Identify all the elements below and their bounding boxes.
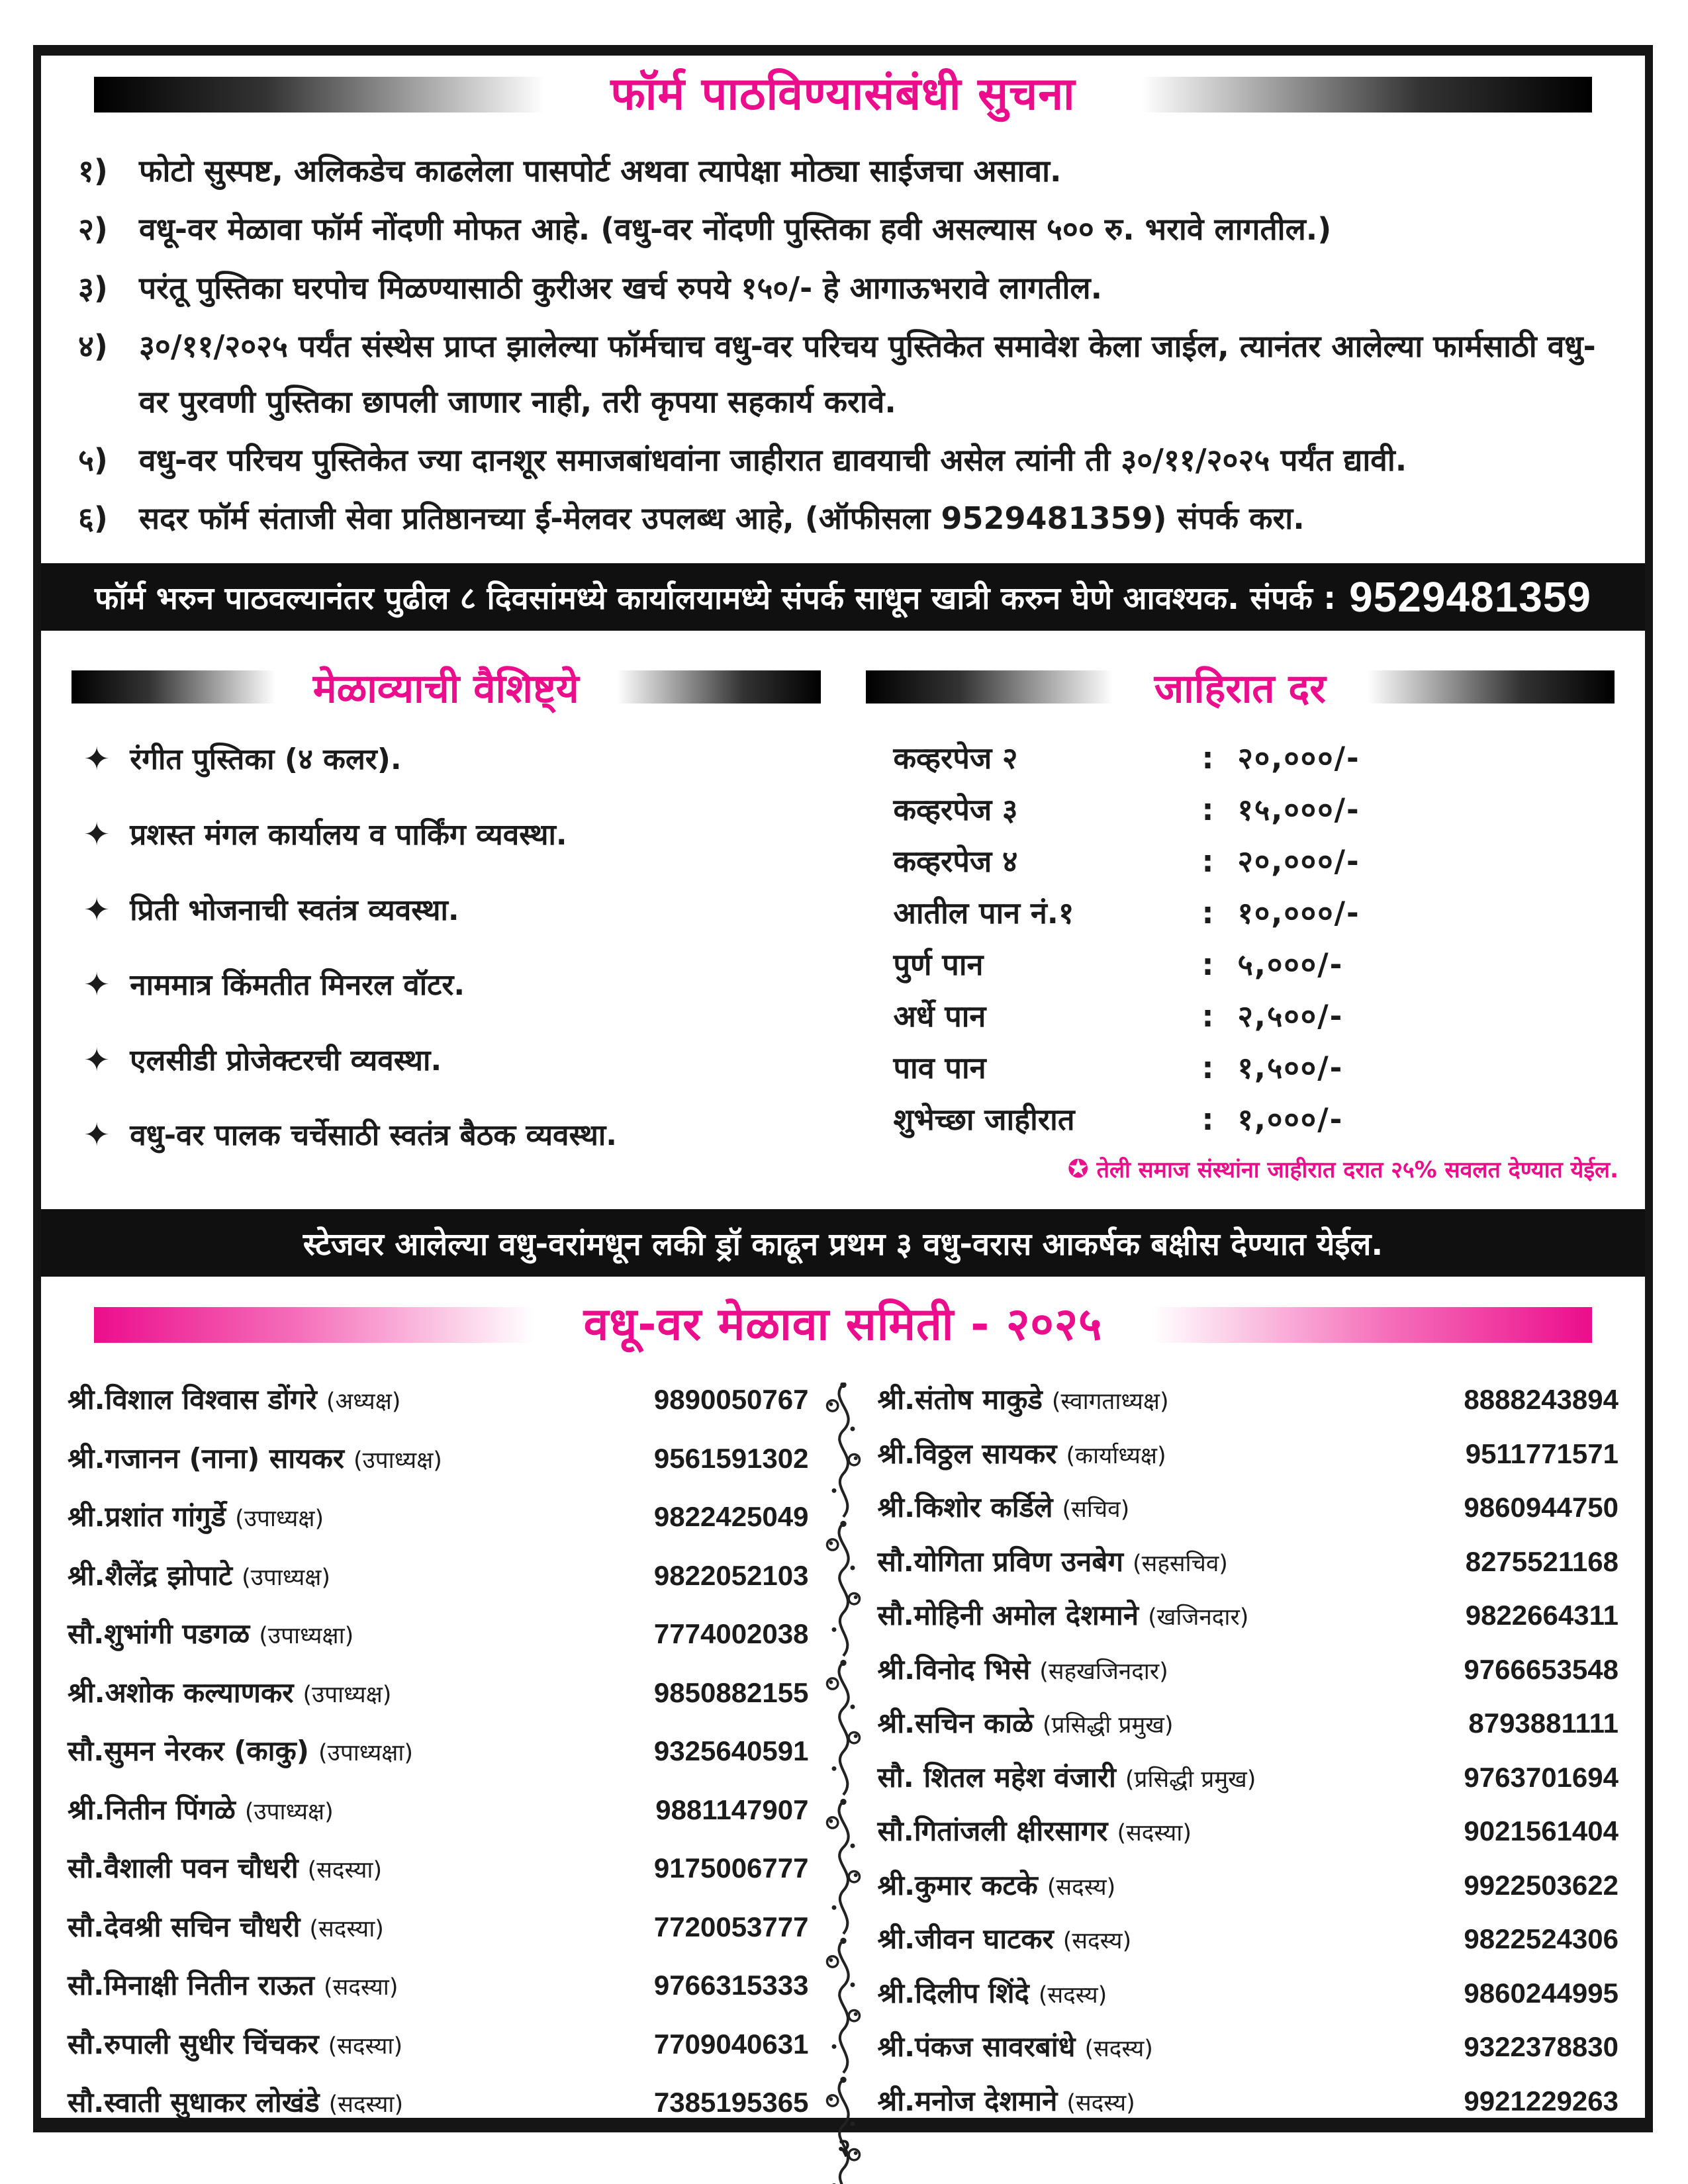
member-phone: 9881147907 <box>655 1794 809 1825</box>
member-role: (उपाध्यक्ष) <box>244 1798 334 1825</box>
member-phone: 9561591302 <box>653 1442 809 1474</box>
feature-text: वधु-वर पालक चर्चेसाठी स्वतंत्र बैठक व्यवस्था. <box>130 1118 617 1153</box>
member-role: (खजिनदार) <box>1148 1604 1249 1631</box>
member-role: (उपाध्यक्ष) <box>353 1447 442 1474</box>
member-name: श्री.कुमार कटके <box>877 1868 1038 1901</box>
member-name: श्री.सचिन काळे <box>877 1707 1033 1740</box>
rate-row <box>894 947 1619 983</box>
form-notes-title: फॉर्म पाठविण्यासंबंधी सुचना <box>610 68 1076 120</box>
member-role: (सहखजिनदार) <box>1039 1658 1168 1685</box>
member-phone: 9175006777 <box>653 1852 809 1884</box>
rate-separator: : <box>1201 1102 1214 1138</box>
note-item <box>75 318 1615 430</box>
member-phone: 9860244995 <box>1464 1977 1618 2009</box>
member-phone: 9822524306 <box>1464 1923 1618 1955</box>
gradient-bar-left <box>71 670 293 704</box>
committee-member-row <box>878 1706 1619 1741</box>
member-name: श्री.नितीन पिंगळे <box>68 1793 236 1826</box>
member-phone: 9763701694 <box>1464 1761 1618 1793</box>
features-title: मेळाव्याची वैशिष्ट्ये <box>312 666 579 713</box>
feature-item <box>83 741 825 779</box>
gradient-bar-right <box>1102 77 1592 113</box>
note-text: फोटो सुस्पष्ट, अलिकडेच काढलेला पासपोर्ट अथवा त्यापेक्षा मोठ्या साईजचा असावा. <box>139 153 1062 189</box>
rate-separator: : <box>1201 844 1214 880</box>
member-name: श्री.प्रशांत गांगुर्डे <box>68 1500 226 1533</box>
feature-item <box>83 891 825 930</box>
feature-item <box>83 966 825 1005</box>
rate-label: कव्हरपेज २ <box>893 741 1018 776</box>
committee-member-row <box>878 1383 1619 1418</box>
committee-right-column <box>878 1383 1619 2184</box>
star-bullet-icon: ✦ <box>83 1041 111 1079</box>
committee-member-row <box>878 2084 1619 2119</box>
contact-confirmation-banner <box>41 563 1645 631</box>
member-role: (उपाध्यक्षा) <box>318 1740 414 1767</box>
member-phone: 7385195365 <box>653 2087 809 2118</box>
member-name: श्री.शैलेंद्र झोपाटे <box>68 1559 233 1592</box>
member-phone: 9822664311 <box>1465 1600 1618 1631</box>
member-role: (प्रसिद्धी प्रमुख) <box>1125 1766 1256 1793</box>
note-item <box>75 490 1615 546</box>
member-role: (अध्यक्ष) <box>326 1388 401 1416</box>
rate-label: कव्हरपेज ४ <box>893 844 1018 880</box>
star-circle-icon: ✪ <box>1067 1154 1089 1184</box>
vine-divider-ornament <box>816 1383 871 2184</box>
rate-value: १,०००/- <box>1237 1102 1344 1138</box>
gradient-bar-right <box>599 670 821 704</box>
committee-member-row <box>878 1545 1619 1580</box>
features-heading <box>71 660 821 714</box>
page-number: २ <box>837 2133 851 2162</box>
star-bullet-icon: ✦ <box>83 815 111 853</box>
member-phone: 7720053777 <box>653 1911 809 1942</box>
rate-row <box>894 844 1619 880</box>
member-name: सौ. शितल महेश वंजारी <box>877 1760 1116 1794</box>
member-name: श्री.विशाल विश्वास डोंगरे <box>68 1383 317 1416</box>
rate-value: ५,०००/- <box>1237 947 1344 983</box>
committee-section <box>68 1383 1618 2184</box>
feature-text: प्रशस्त मंगल कार्यालय व पार्किंग व्यवस्था. <box>130 817 567 852</box>
note-number: ६) <box>78 500 108 537</box>
note-text: वधु-वर परिचय पुस्तिकेत ज्या दानशूर समाजबांधवांना जाहीरात द्यावयाची असेल त्यांनी ती ३०/११/२०२५ पर्यंत द्यावी. <box>139 442 1407 478</box>
notes-list <box>75 143 1615 546</box>
committee-member-row <box>878 1976 1619 2011</box>
rate-separator: : <box>1201 895 1214 931</box>
committee-heading <box>94 1299 1592 1351</box>
member-name: सौ.गितांजली क्षीरसागर <box>877 1815 1108 1848</box>
committee-member-row <box>878 1922 1619 1957</box>
rate-row <box>894 1102 1619 1138</box>
ad-rates-title: जाहिरात दर <box>1154 666 1326 713</box>
member-role: (सदस्या) <box>323 1974 399 2001</box>
contact-banner-phone: 9529481359 <box>1349 573 1591 621</box>
note-number: १) <box>78 153 108 189</box>
committee-member-row <box>68 1793 809 1828</box>
rate-separator: : <box>1201 999 1214 1034</box>
committee-member-row <box>878 1437 1619 1472</box>
member-name: सौ.शुभांगी पडगळ <box>68 1617 250 1651</box>
note-item <box>75 143 1615 199</box>
member-role: (सहसचिव) <box>1133 1550 1228 1577</box>
member-name: सौ.मोहिनी अमोल देशमाने <box>877 1599 1139 1632</box>
ad-rates-column <box>862 660 1619 1184</box>
member-role: (स्वागताध्यक्ष) <box>1051 1388 1169 1416</box>
rate-value: २०,०००/- <box>1237 844 1360 880</box>
committee-member-row <box>68 1734 809 1769</box>
member-role: (उपाध्यक्ष) <box>303 1681 392 1708</box>
member-phone: 9850882155 <box>653 1676 809 1708</box>
member-name: श्री.विनोद भिसे <box>877 1653 1031 1686</box>
member-phone: 8275521168 <box>1465 1545 1618 1577</box>
gradient-bar-left <box>866 670 1135 704</box>
member-phone: 9511771571 <box>1465 1437 1618 1469</box>
rate-label: शुभेच्छा जाहीरात <box>893 1102 1075 1138</box>
member-name: श्री.जीवन घाटकर <box>877 1923 1054 1956</box>
rate-row <box>894 741 1619 776</box>
feature-text: नाममात्र किंमतीत मिनरल वॉटर. <box>130 968 465 1003</box>
note-text: ३०/११/२०२५ पर्यंत संस्थेस प्राप्त झालेल्या फॉर्मचाच वधु-वर परिचय पुस्तिकेत समावेश केला जाईल, त्यानंतर आलेल्या फार्मसाठी वधु-वर पुरवणी पुस्तिका छापली जाणार नाही, तरी कृपया सहकार्य करावे. <box>139 328 1596 420</box>
committee-member-row <box>878 1490 1619 1525</box>
lucky-draw-banner <box>41 1209 1645 1277</box>
committee-member-row <box>878 1868 1619 1903</box>
note-number: २) <box>78 211 108 248</box>
member-phone: 9922503622 <box>1464 1869 1618 1901</box>
rate-label: पुर्ण पान <box>893 947 984 983</box>
member-phone: 9822425049 <box>653 1501 809 1533</box>
member-phone: 9322378830 <box>1464 2031 1618 2063</box>
member-name: सौ.सुमन नेरकर (काकु) <box>68 1735 309 1768</box>
member-role: (सदस्या) <box>328 2032 403 2060</box>
ad-rates-heading <box>866 660 1615 714</box>
member-name: सौ.देवश्री सचिन चौधरी <box>68 1910 301 1943</box>
rate-value: १५,०००/- <box>1237 792 1360 828</box>
rate-row <box>894 999 1619 1034</box>
rate-label: पाव पान <box>893 1050 986 1086</box>
committee-member-row <box>68 1441 809 1477</box>
member-phone: 9766653548 <box>1464 1653 1618 1685</box>
member-role: (सदस्या) <box>1117 1820 1192 1847</box>
rate-label: आतील पान नं.१ <box>893 895 1074 931</box>
committee-member-row <box>878 1760 1619 1796</box>
member-name: सौ.योगिता प्रविण उनबेग <box>877 1545 1123 1578</box>
member-role: (प्रसिद्धी प्रमुख) <box>1043 1712 1174 1739</box>
lucky-draw-banner-text: स्टेजवर आलेल्या वधु-वरांमधून लकी ड्रॉ काढून प्रथम ३ वधु-वरास आकर्षक बक्षीस देण्यात येईल. <box>303 1226 1383 1263</box>
committee-member-row <box>68 1968 809 2003</box>
committee-member-row <box>878 1598 1619 1633</box>
committee-member-row <box>68 1559 809 1594</box>
committee-member-row <box>68 1617 809 1652</box>
member-role: (सचिव) <box>1062 1496 1130 1524</box>
member-role: (सदस्य) <box>1038 1981 1107 2009</box>
member-name: श्री.गजानन (नाना) सायकर <box>68 1441 344 1475</box>
star-bullet-icon: ✦ <box>83 966 111 1004</box>
rate-separator: : <box>1201 792 1214 828</box>
member-phone: 7774002038 <box>653 1618 809 1650</box>
member-name: सौ.वैशाली पवन चौधरी <box>68 1852 299 1885</box>
member-phone: 7709040631 <box>653 2028 809 2060</box>
note-number: ४) <box>78 328 108 364</box>
note-text: सदर फॉर्म संताजी सेवा प्रतिष्ठानच्या ई-मेलवर उपलब्ध आहे, (ऑफीसला 9529481359) संपर्क करा. <box>139 500 1305 537</box>
pink-gradient-bar-left <box>94 1307 557 1343</box>
page-border-frame <box>33 45 1653 2132</box>
feature-item <box>83 1116 825 1155</box>
member-name: सौ.मिनाक्षी नितीन राऊत <box>68 1969 314 2002</box>
member-name: श्री.विठ्ठल सायकर <box>877 1437 1057 1470</box>
form-notes-heading <box>94 69 1592 120</box>
note-item <box>75 432 1615 488</box>
member-role: (सदस्या) <box>328 2091 404 2118</box>
committee-member-row <box>68 1851 809 1886</box>
committee-member-row <box>878 1814 1619 1849</box>
committee-left-column <box>68 1383 809 2184</box>
member-phone: 9860944750 <box>1464 1492 1618 1524</box>
feature-text: रंगीत पुस्तिका (४ कलर). <box>130 743 402 777</box>
member-phone: 9021561404 <box>1464 1815 1618 1847</box>
member-name: श्री.पंकज सावरबांधे <box>877 2030 1076 2064</box>
note-text: परंतू पुस्तिका घरपोच मिळण्यासाठी कुरीअर खर्च रुपये १५०/- हे आगाऊभरावे लागतील. <box>139 269 1103 306</box>
member-role: (उपाध्यक्षा) <box>259 1623 354 1650</box>
discount-note-text: तेली समाज संस्थांना जाहीरात दरात २५% सवलत देण्यात येईल. <box>1096 1157 1618 1184</box>
member-role: (सदस्या) <box>307 1857 383 1884</box>
member-role: (सदस्य) <box>1047 1874 1116 1901</box>
member-name: श्री.अशोक कल्याणकर <box>68 1676 294 1709</box>
rate-separator: : <box>1201 947 1214 983</box>
member-role: (सदस्य) <box>1084 2036 1153 2063</box>
discount-note <box>862 1154 1619 1184</box>
features-list <box>68 741 825 1155</box>
member-phone: 8793881111 <box>1468 1707 1618 1739</box>
star-bullet-icon: ✦ <box>83 1116 111 1154</box>
note-text: वधू-वर मेळावा फॉर्म नोंदणी मोफत आहे. (वधु-वर नोंदणी पुस्तिका हवी असल्यास ५०० रु. भरावे लागतील.) <box>139 211 1332 248</box>
member-phone: 9921229263 <box>1464 2085 1618 2116</box>
member-name: सौ.रुपाली सुधीर चिंचकर <box>68 2027 319 2060</box>
rate-row <box>894 1050 1619 1086</box>
note-number: ३) <box>78 269 108 306</box>
member-name: सौ.स्वाती सुधाकर लोखंडे <box>68 2086 320 2119</box>
rate-value: २०,०००/- <box>1237 741 1360 776</box>
member-phone: 9325640591 <box>653 1735 809 1767</box>
member-role: (कार्याध्यक्ष) <box>1066 1442 1166 1469</box>
feature-item <box>83 1042 825 1080</box>
rate-row <box>894 792 1619 828</box>
member-role: (उपाध्यक्ष) <box>235 1506 324 1533</box>
member-name: श्री.दिलीप शिंदे <box>877 1976 1029 2009</box>
note-number: ५) <box>78 442 108 478</box>
member-name: श्री.किशोर कर्डिले <box>877 1491 1053 1524</box>
feature-text: एलसीडी प्रोजेक्टरची व्यवस्था. <box>130 1043 442 1077</box>
pink-gradient-bar-right <box>1129 1307 1592 1343</box>
vine-ornament-graphic <box>820 1383 867 2184</box>
rate-value: १०,०००/- <box>1237 895 1360 931</box>
rate-value: २,५००/- <box>1237 999 1344 1034</box>
committee-member-row <box>878 1653 1619 1688</box>
committee-member-row <box>68 1500 809 1535</box>
gradient-bar-right <box>1346 670 1615 704</box>
rate-value: १,५००/- <box>1237 1050 1344 1086</box>
member-phone: 9822052103 <box>653 1559 809 1591</box>
member-phone: 9766315333 <box>653 1970 809 2001</box>
committee-member-row <box>68 2027 809 2062</box>
rate-separator: : <box>1201 1050 1214 1086</box>
member-name: श्री.मनोज देशमाने <box>877 2084 1058 2117</box>
star-bullet-icon: ✦ <box>83 741 111 778</box>
note-item <box>75 260 1615 316</box>
feature-item <box>83 816 825 854</box>
committee-member-row <box>68 1910 809 1945</box>
contact-banner-text: फॉर्म भरुन पाठवल्यानंतर पुढील ८ दिवसांमध्ये कार्यालयामध्ये संपर्क साधून खात्री करुन घेणे आवश्यक. संपर्क : <box>95 580 1336 617</box>
ad-rates-table <box>862 741 1619 1138</box>
member-role: (सदस्य) <box>1062 1928 1132 1955</box>
gradient-bar-left <box>94 77 584 113</box>
member-role: (उपाध्यक्ष) <box>242 1564 331 1591</box>
rate-label: अर्धे पान <box>893 999 986 1034</box>
member-phone: 9890050767 <box>653 1384 809 1416</box>
rate-separator: : <box>1201 741 1214 776</box>
features-column <box>68 660 825 1192</box>
star-bullet-icon: ✦ <box>83 891 111 929</box>
committee-member-row <box>68 2085 809 2120</box>
member-role: (सदस्या) <box>309 1915 384 1942</box>
committee-member-row <box>68 1383 809 1418</box>
rate-label: कव्हरपेज ३ <box>893 792 1018 828</box>
member-role: (सदस्य) <box>1066 2089 1135 2116</box>
member-name: श्री.संतोष माकुडे <box>877 1383 1043 1416</box>
committee-member-row <box>68 1676 809 1711</box>
note-item <box>75 201 1615 257</box>
committee-title: वधू-वर मेळावा समिती - २०२५ <box>583 1298 1103 1351</box>
committee-member-row <box>878 2030 1619 2065</box>
feature-text: प्रिती भोजनाची स्वतंत्र व्यवस्था. <box>130 893 459 927</box>
rate-row <box>894 895 1619 931</box>
middle-columns <box>68 660 1618 1192</box>
member-phone: 8888243894 <box>1464 1384 1618 1416</box>
